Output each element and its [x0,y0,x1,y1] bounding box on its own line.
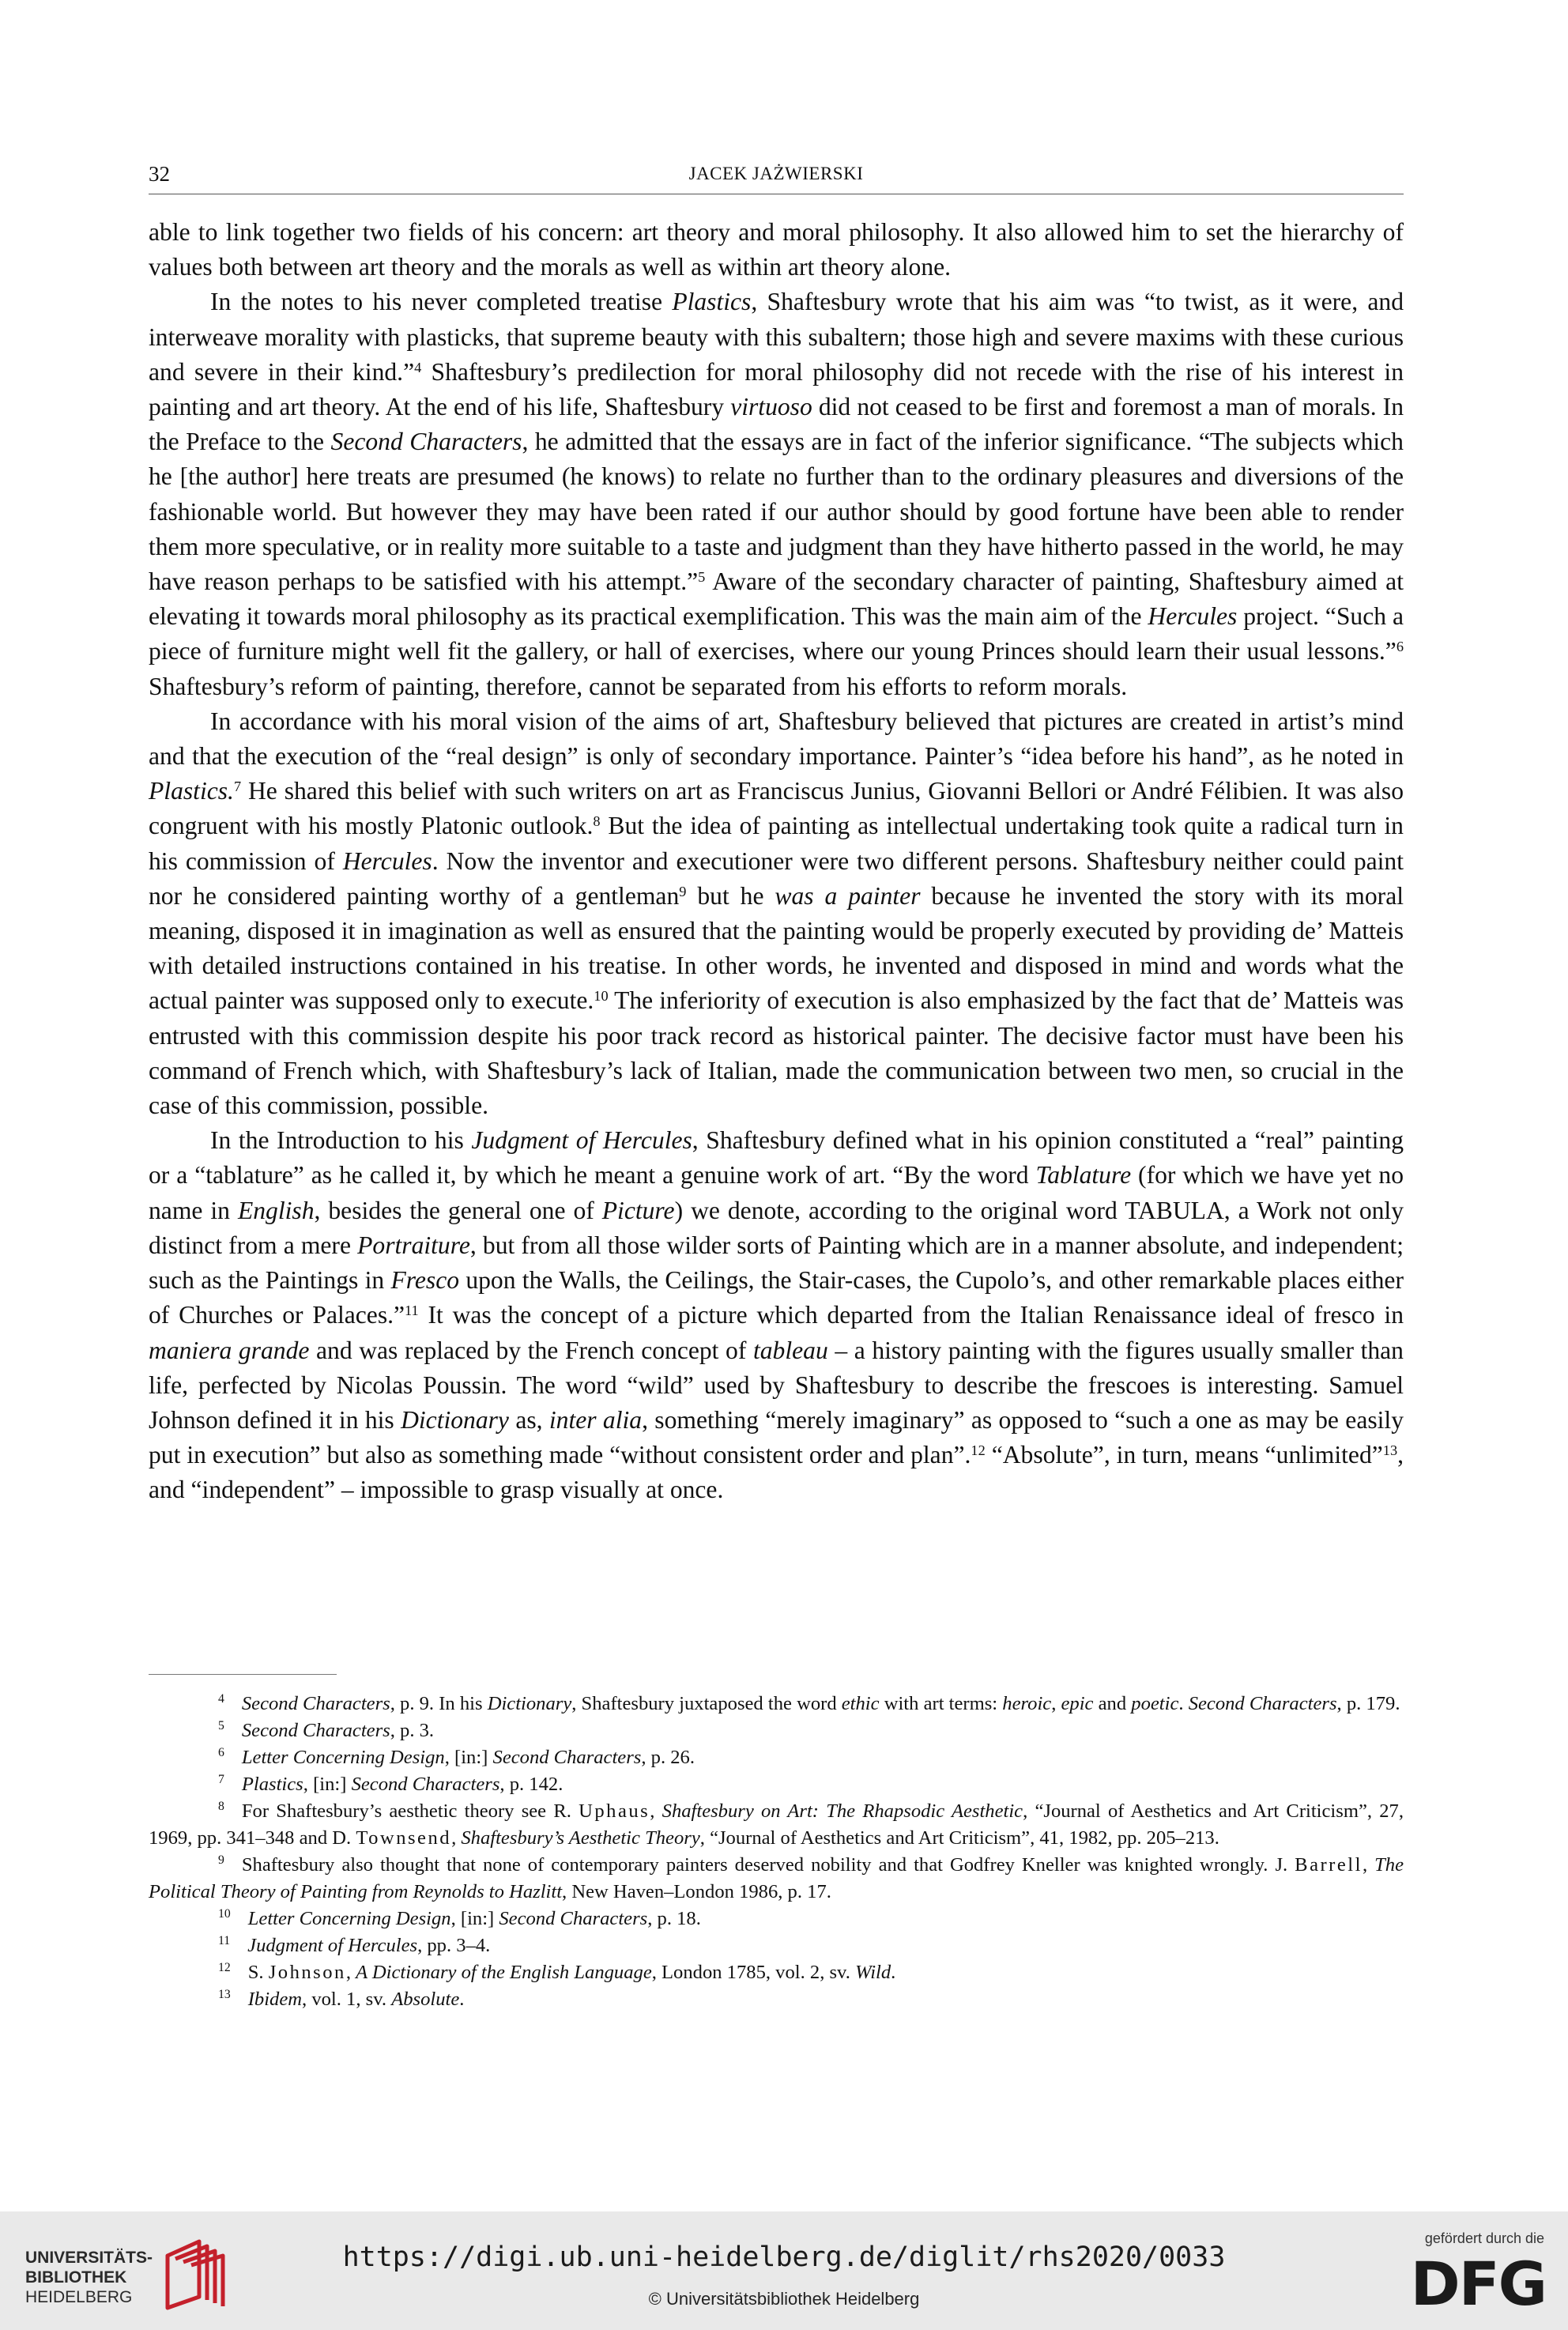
text-run: upon the Walls, the Ceilings, the Stair-cases, the Cupolo’s, and other remarkable places either of Churches or Palaces.” [149,1266,1404,1329]
text-run: , he admitted that the essays are in fact of the inferior significance. “The subjects which he [the author] here treats are presumed (he knows) to relate no further than to the ordinary pleasures and diversions of the fashionable world. But however they may have been rated if our author should by good fortune have been able to render them more speculative, or in reality more suitable to a taste and judgment than they have hitherto passed in the world, he may have reason perhaps to be satisfied with his attempt.” [149,428,1404,596]
text-run: but he [686,881,775,910]
text-run: He shared this belief with such writers on art as Franciscus Junius, Giovanni Bellori or André Félibien. It was also congruent with his mostly Platonic outlook. [149,777,1404,840]
footnote-ref[interactable]: 9 [679,883,687,899]
text-run: “Absolute”, in turn, means “unlimited” [985,1441,1383,1469]
text-run: , p. 3. [390,1720,435,1741]
italic-title: Second Characters [241,1693,390,1714]
main-text [149,215,1404,1508]
library-name-line: BIBLIOTHEK [25,2268,127,2287]
text-run: – a history painting with the figures usually smaller than life, perfected by Nicolas Poussin. The word “wild” used by Shaftesbury to describe the frescoes is interesting. Samuel Johnson defined it in his [149,1336,1404,1434]
library-name-line: UNIVERSITÄTS- [25,2249,153,2267]
footnote-number: 10 [218,1907,231,1921]
page-header [149,159,1404,194]
italic-title: Second Characters [351,1774,500,1795]
footnote-ref[interactable]: 7 [233,779,242,795]
italic-title: The Political Theory of Painting from Reynolds to Hazlitt [149,1854,1404,1902]
text-run: (for which we have yet no name in [149,1161,1404,1224]
italic-term: virtuoso [730,393,812,421]
italic-title: Second Characters [1188,1693,1337,1714]
footnote-number: 13 [218,1988,231,2002]
text-run: . [891,1962,896,1983]
page-number: 32 [149,162,170,186]
footnote-6 [149,1744,1404,1771]
text-run: , [1362,1854,1375,1876]
italic-term: epic [1061,1693,1094,1714]
footnote-11 [149,1932,1404,1959]
text-run: , [in:] [444,1747,493,1768]
text-run: The inferiority of execution is also emphasized by the fact that de’ Matteis was entrusted with this commission despite his poor track record as historical painter. The decisive factor must have been his command of French which, with Shaftesbury’s lack of Italian, made the communication between two men, so crucial in the case of this commission, possible. [149,986,1404,1120]
footnote-4 [149,1691,1404,1717]
text-run: project. “Such a piece of furniture might well fit the gallery, or hall of exercises, where our young Princes should learn their usual lessons.” [149,602,1404,665]
text-run: , but from all those wilder sorts of Painting which are in a manner absolute, and independent; such as the Paintings in [149,1231,1404,1295]
italic-title: Hercules [342,846,432,875]
footnote-9 [149,1852,1404,1906]
footnote-number: 7 [218,1773,224,1787]
footnote-number: 4 [218,1692,224,1706]
footnote-ref[interactable]: 4 [414,359,422,375]
text-run: Shaftesbury’s predilection for moral philosophy did not recede with the rise of his interest in painting and art theory. At the end of his life, Shaftesbury [149,357,1404,421]
text-run: Aware of the secondary character of painting, Shaftesbury aimed at elevating it towards moral philosophy as its practical exemplification. This was the main aim of the [149,567,1404,631]
footnote-number: 6 [218,1746,224,1760]
paragraph-1 [149,215,1404,285]
text-run: , p. 18. [647,1908,701,1929]
footnote-10 [149,1906,1404,1932]
italic-term: Absolute [391,1989,460,2010]
text-run: able to link together two fields of his concern: art theory and moral philosophy. It also allowed him to set the hierarchy of values both between art theory and the morals as well as within art theory alone. [149,218,1404,281]
dfg-logo: DFG [1410,2249,1546,2319]
footnote-number: 11 [218,1934,231,1948]
italic-title: Hercules [1148,602,1238,631]
italic-title: Shaftesbury on Art: The Rhapsodic Aesthetic [662,1800,1023,1822]
text-run: . [1178,1693,1189,1714]
text-run: In the notes to his never completed treatise [210,288,673,316]
text-run: It was the concept of a picture which departed from the Italian Renaissance ideal of fresco in [418,1301,1404,1329]
funder-block[interactable] [1394,2230,1552,2317]
text-run: , p. 142. [499,1774,564,1795]
text-run: , p. 9. In his [390,1693,488,1714]
text-run: , Shaftesbury defined what in his opinion constituted a “real” painting or a “tablature” as he called it, by which he meant a genuine work of art. “By the word [149,1126,1404,1190]
italic-title: Plastics [672,288,752,316]
footnote-5 [149,1717,1404,1744]
italic-title: Judgment of Hercules [471,1126,692,1155]
italic-title: Judgment of Hercules [247,1935,418,1956]
paragraph-2 [149,285,1404,703]
text-run: , “Journal of Aesthetics and Art Criticism”, 27, 1969, pp. 341–348 and D. [149,1800,1404,1849]
text-run: and [1093,1693,1132,1714]
text-run: , and “independent” – impossible to grasp visually at once. [149,1441,1404,1504]
text-run: with art terms: [879,1693,1003,1714]
text-run: , Shaftesbury wrote that his aim was “to twist, as it were, and interweave morality with plasticks, that supreme beauty with this subaltern; those high and severe maxims with these curious and severe in their kind.” [149,288,1404,386]
italic-title: Shaftesbury’s Aesthetic Theory [461,1827,700,1849]
paragraph-4 [149,1123,1404,1507]
viewer-footer [0,2211,1568,2330]
footnote-number: 9 [218,1853,224,1868]
italic-title: Dictionary [401,1405,509,1434]
text-run: Shaftesbury’s reform of painting, therefore, cannot be separated from his efforts to reform morals. [149,672,1128,700]
text-run: . [459,1989,465,2010]
text-run: did not ceased to be first and foremost a man of morals. In the Preface to the [149,393,1404,456]
text-run: But the idea of painting as intellectual undertaking took quite a radical turn in his commission of [149,812,1404,875]
italic-title: Second Characters [330,428,522,456]
text-run: In the Introduction to his [210,1126,472,1155]
text-run: , p. 26. [641,1747,695,1768]
library-name-line: HEIDELBERG [25,2288,133,2306]
text-run: because he invented the story with its moral meaning, disposed it in imagination as well as ensured that the painting would be properly executed by providing de’ Matteis with detailed instructions contained in his treatise. In other words, he invented and disposed in mind and words what the actual painter was supposed only to execute. [149,881,1404,1015]
italic-title: Plastics [241,1774,303,1795]
footnote-ref[interactable]: 13 [1382,1442,1398,1459]
footnote-ref[interactable]: 8 [593,813,601,830]
text-run: For Shaftesbury’s aesthetic theory see R. [241,1800,579,1822]
running-head: JACEK JAŻWIERSKI [688,164,864,183]
text-run: , “Journal of Aesthetics and Art Criticism”, 41, 1982, pp. 205–213. [699,1827,1219,1849]
italic-term: poetic [1131,1693,1179,1714]
italic-term: heroic [1002,1693,1052,1714]
italic-term: ethic [841,1693,880,1714]
text-run: , Shaftesbury juxtaposed the word [571,1693,842,1714]
italic-title: Dictionary [487,1693,572,1714]
funding-caption: gefördert durch die [1424,2230,1544,2246]
text-run: , vol. 1, sv. [302,1989,392,2010]
italic-title: Letter Concerning Design [247,1908,451,1929]
italic-term: Wild [855,1962,891,1983]
paragraph-3 [149,704,1404,1123]
italic-title: Second Characters [492,1747,642,1768]
author-name: Johnson [268,1962,346,1983]
footnote-number: 8 [218,1800,224,1814]
author-name: Barrell [1295,1854,1363,1876]
permalink-url[interactable]: https://digi.ub.uni-heidelberg.de/diglit/rhs2020/0033 [342,2241,1226,2273]
footnote-ref[interactable]: 11 [405,1303,419,1319]
footnote-number: 5 [218,1719,224,1733]
italic-title: Plastics. [149,777,234,805]
footnote-ref[interactable]: 10 [594,988,609,1005]
footnote-ref[interactable]: 5 [698,568,706,585]
footnote-13 [149,1986,1404,2013]
text-run: ) we denote, according to the original word TABULA, a Work not only distinct from a mere [149,1196,1404,1259]
footnote-number: 12 [218,1961,231,1975]
text-run: , [650,1800,662,1822]
italic-term: Fresco [390,1266,460,1295]
italic-title: A Dictionary of the English Language [356,1962,652,1983]
footnote-ref[interactable]: 6 [1396,639,1404,655]
italic-term: inter alia [548,1405,643,1434]
text-run: , something “merely imaginary” as opposed to “such a one as may be easily put in execution” but also as something made “without consistent order and plan”. [149,1405,1404,1469]
text-run: S. [247,1962,269,1983]
copyright-notice: © Universitätsbibliothek Heidelberg [648,2289,920,2309]
text-run: . Now the inventor and executioner were two different persons. Shaftesbury neither could paint nor he considered painting worthy of a gentleman [149,846,1404,910]
italic-title: Second Characters [241,1720,390,1741]
text-run: as, [508,1405,549,1434]
text-run: and was replaced by the French concept of [309,1336,753,1364]
italic-term: Tablature [1035,1161,1132,1190]
text-run: , [in:] [450,1908,499,1929]
italic-term: tableau [752,1336,828,1364]
author-name: Townsend [356,1827,452,1849]
text-run: , New Haven–London 1986, p. 17. [562,1881,831,1902]
footnote-separator [149,1674,337,1675]
text-run: , [345,1962,356,1983]
text-run: , [in:] [303,1774,352,1795]
italic-term: Ibidem [247,1989,303,2010]
text-run: , [451,1827,462,1849]
text-run: , London 1785, vol. 2, sv. [651,1962,856,1983]
footnote-12 [149,1959,1404,1986]
italic-term: was a painter [775,881,921,910]
text-run: In accordance with his moral vision of the aims of art, Shaftesbury believed that pictures are created in artist’s mind and that the execution of the “real design” is only of secondary importance. Painter’s “idea before his hand”, as he noted in [149,707,1404,771]
footnote-ref[interactable]: 12 [971,1442,986,1459]
text-run: , [1051,1693,1061,1714]
footnote-7 [149,1771,1404,1798]
italic-term: Picture [601,1196,675,1224]
text-run: , besides the general one of [314,1196,602,1224]
italic-term: maniera grande [149,1336,310,1364]
italic-term: English [237,1196,315,1224]
text-run: Shaftesbury also thought that none of contemporary painters deserved nobility and that Godfrey Kneller was knighted wrongly. J. [241,1854,1295,1876]
footnotes [149,1691,1404,2013]
footnote-8 [149,1798,1404,1852]
italic-title: Letter Concerning Design [241,1747,445,1768]
text-run: , pp. 3–4. [417,1935,491,1956]
text-run: , p. 179. [1336,1693,1400,1714]
italic-term: Portraiture [357,1231,470,1259]
italic-title: Second Characters [499,1908,648,1929]
author-name: Uphaus [579,1800,650,1822]
